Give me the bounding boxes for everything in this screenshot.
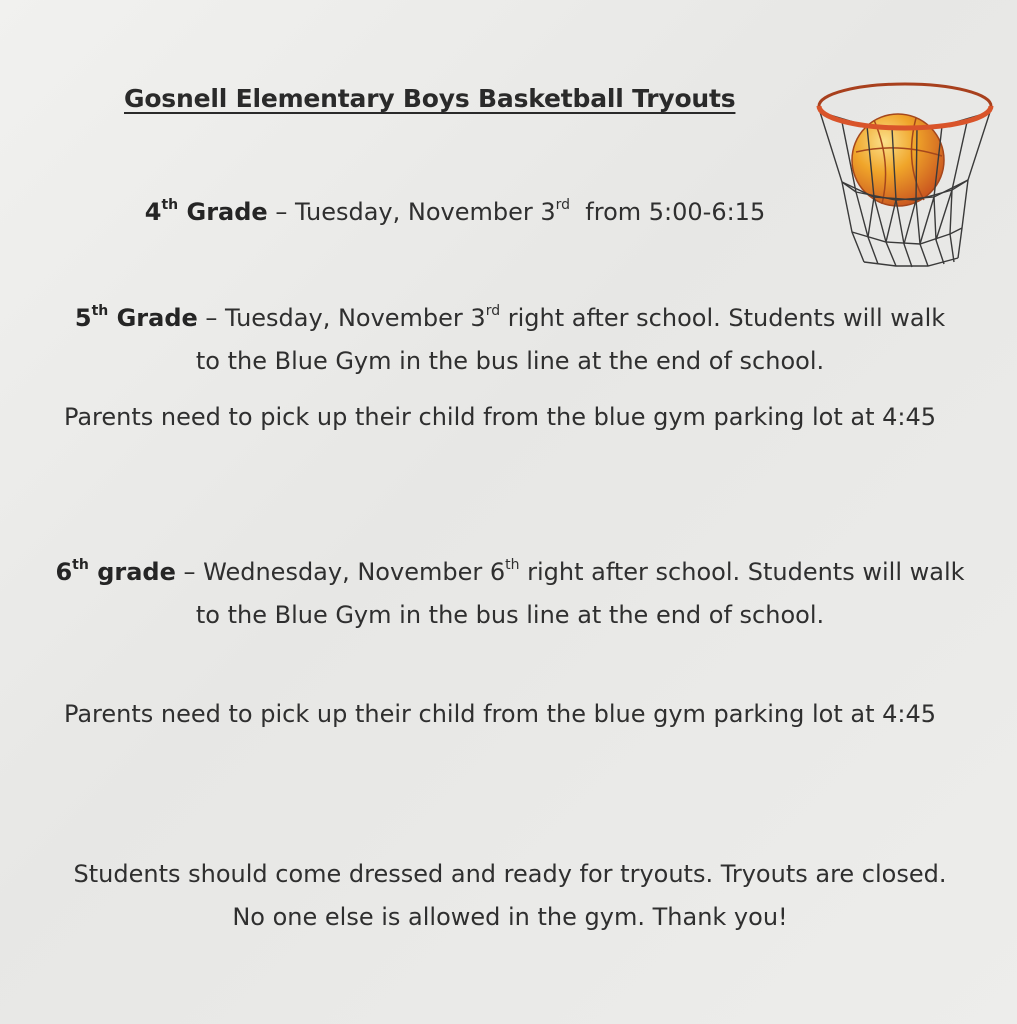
- grade-5-pickup: Parents need to pick up their child from the blue gym parking lot at 4:45: [63, 403, 937, 431]
- grade-number: 6: [55, 558, 73, 586]
- page-title: Gosnell Elementary Boys Basketball Tryouts: [124, 84, 736, 113]
- closing-note: Students should come dressed and ready for tryouts. Tryouts are closed. No one else is allowed in the gym. Thank you!: [73, 860, 947, 931]
- grade-5-schedule: [60, 297, 960, 383]
- basketball-hoop-icon: [812, 72, 1000, 272]
- tryout-day: Wednesday, November 6: [203, 558, 506, 586]
- ordinal-suffix: th: [161, 197, 179, 213]
- ordinal-suffix: th: [91, 303, 109, 319]
- tryout-details: right after school. Students will walk to the Blue Gym in the bus line at the end of school.: [195, 558, 965, 629]
- grade-4-schedule: [70, 191, 840, 234]
- day-suffix: rd: [485, 303, 501, 319]
- grade-6-schedule: [50, 551, 970, 637]
- grade-number: 4: [144, 198, 162, 226]
- grade-label: Grade: [108, 304, 198, 332]
- grade-label: Grade: [178, 198, 268, 226]
- day-suffix: th: [505, 557, 520, 573]
- tryout-details: right after school. Students will walk to the Blue Gym in the bus line at the end of school.: [195, 304, 946, 375]
- ordinal-suffix: th: [72, 557, 89, 573]
- dash: –: [175, 558, 204, 586]
- dash: –: [197, 304, 226, 332]
- tryout-time: from 5:00-6:15: [570, 198, 766, 226]
- grade-6-pickup: Parents need to pick up their child from the blue gym parking lot at 4:45: [63, 700, 937, 728]
- tryout-day: Tuesday, November 3: [225, 304, 486, 332]
- tryout-day: Tuesday, November 3: [294, 198, 556, 226]
- grade-label: grade: [88, 558, 176, 586]
- grade-number: 5: [74, 304, 92, 332]
- day-suffix: rd: [555, 197, 571, 213]
- dash: –: [267, 198, 295, 226]
